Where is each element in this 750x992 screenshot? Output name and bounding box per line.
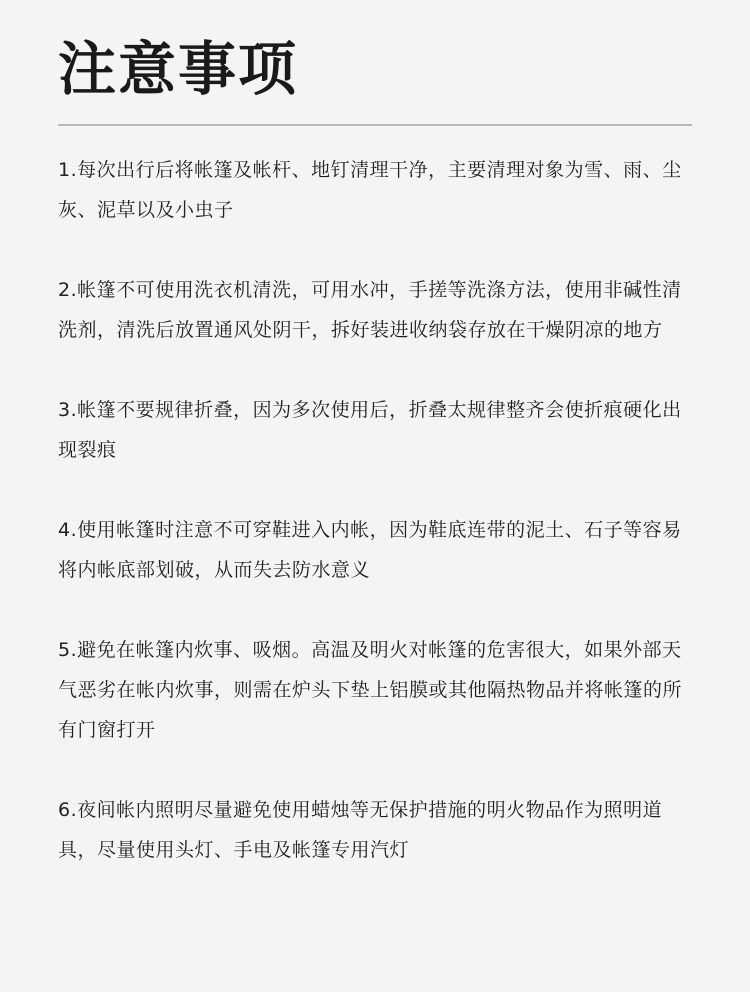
notice-item-1: 1.每次出行后将帐篷及帐杆、地钉清理干净，主要清理对象为雪、雨、尘灰、泥草以及小虫子 (58, 159, 682, 221)
notice-item-5: 5.避免在帐篷内炊事、吸烟。高温及明火对帐篷的危害很大，如果外部天气恶劣在帐内炊事，则需在炉头下垫上铝膜或其他隔热物品并将帐篷的所有门窗打开 (58, 639, 683, 741)
title-divider (58, 124, 692, 126)
notice-list (58, 150, 692, 870)
notice-item-4: 4.使用帐篷时注意不可穿鞋进入内帐，因为鞋底连带的泥土、石子等容易将内帐底部划破，从而失去防水意义 (58, 519, 682, 581)
notice-item-6: 6.夜间帐内照明尽量避免使用蜡烛等无保护措施的明火物品作为照明道具，尽量使用头灯、手电及帐篷专用汽灯 (58, 799, 663, 861)
page-title: 注意事项 (58, 35, 299, 103)
notice-item-3: 3.帐篷不要规律折叠，因为多次使用后，折叠太规律整齐会使折痕硬化出现裂痕 (58, 399, 682, 461)
notice-item-2: 2.帐篷不可使用洗衣机清洗，可用水冲，手搓等洗涤方法，使用非碱性清洗剂，清洗后放置通风处阴干，拆好装进收纳袋存放在干燥阴凉的地方 (58, 279, 682, 341)
